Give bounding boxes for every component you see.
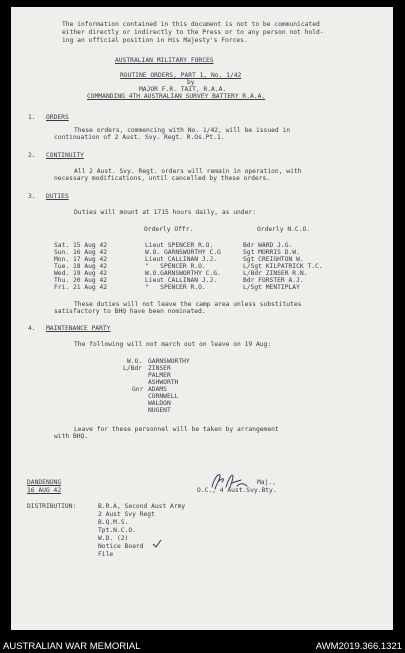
personnel-name: WALDON [148, 400, 171, 407]
column-header-orderly-officer: Orderly Offr. [144, 226, 194, 233]
section-body-line: Leave for these personnel will be taken by arrangement [74, 426, 279, 433]
distribution-item: B.Q.M.S. [98, 519, 129, 526]
section-title-orders: ORDERS [46, 114, 69, 121]
duty-officer: W.O.GARNSWORTHY C.G. [145, 270, 221, 277]
security-notice-line: ing an official position in His Majesty's Forces. [62, 37, 248, 44]
section-body-line: satisfactory to BHQ have been nominated. [54, 308, 206, 315]
section-title-maintenance-party: MAINTENANCE PARTY [46, 325, 111, 332]
duty-nco: L/Sgt KILPATRICK T.C. [243, 263, 323, 270]
personnel-rank: W.O. [127, 358, 143, 365]
distribution-item: File [98, 551, 114, 558]
section-body-line: These duties will not leave the camp area unless substitutes [74, 301, 302, 308]
duty-officer: Lieut CALLINAN J.J. [145, 256, 218, 263]
personnel-name: GARNSWORTHY [148, 358, 190, 365]
section-title-continuity: CONTINUITY [46, 152, 84, 159]
section-body-line: All 2 Aust. Svy. Regt. orders will remain in operation, with [74, 168, 302, 175]
signoff-title: O.C., 4 Aust.Svy.Bty. [197, 487, 277, 494]
orders-title: ROUTINE ORDERS, PART 1, No. 1/42 [120, 72, 242, 79]
column-header-orderly-nco: Orderly N.C.O. [257, 226, 311, 233]
accession-number: AWM2019.366.1321 [315, 641, 402, 652]
officer-line: MAJOR F.R. TAIT, R.A.A. [139, 86, 227, 93]
duty-date: Thu. 20 Aug 42 [54, 277, 108, 284]
duty-date: Fri. 21 Aug 42 [54, 284, 108, 291]
section-body-line: with BHQ. [54, 433, 89, 440]
duty-officer: Lieut SPENCER R.O. [145, 242, 214, 249]
duty-officer: " SPENCER R.O. [145, 284, 206, 291]
personnel-name: NUGENT [148, 407, 171, 414]
archive-caption-bar [0, 641, 405, 653]
duty-nco: Bdr WARD J.G. [243, 242, 293, 249]
personnel-name: ADAMS [148, 386, 167, 393]
date-line: 16 AUG 42 [27, 487, 62, 494]
duty-officer: " SPENCER R.O. [145, 263, 206, 270]
security-notice-line: The information contained in this document is not to be communicated [62, 21, 320, 28]
duty-nco: Bdr FORSTER A.J. [243, 277, 304, 284]
handwritten-tick-mark [152, 539, 162, 548]
distribution-item: W.D. (2) [98, 535, 129, 542]
section-number: 4. [28, 325, 36, 332]
duty-date: Sat. 15 Aug 42 [54, 242, 108, 249]
distribution-item: Tpt.N.C.O. [98, 527, 136, 534]
personnel-name: ZINSER [148, 365, 171, 372]
archive-credit: AUSTRALIAN WAR MEMORIAL [3, 641, 141, 652]
unit-heading: AUSTRALIAN MILITARY FORCES [115, 57, 214, 64]
distribution-item: 2 Aust Svy Regt [98, 511, 155, 518]
signoff-rank: Maj., [257, 479, 276, 486]
duty-nco: Sgt CREIGHTON W. [243, 256, 304, 263]
duties-intro: Duties will mount at 1715 hours daily, as under: [74, 209, 256, 216]
maintenance-intro: The following will not march out on leave on 19 Aug: [74, 341, 272, 348]
document-page [11, 7, 393, 630]
duty-officer: Lieut CALLINAN J.J. [145, 277, 218, 284]
place-line: DANDENONG [27, 479, 62, 486]
distribution-item: Notice Board [98, 543, 144, 550]
command-line: COMMANDING 4TH AUSTRALIAN SURVEY BATTERY R.A.A. [87, 93, 266, 100]
duty-nco: L/Bdr ZINSER R.N. [243, 270, 308, 277]
section-number: 3. [28, 193, 36, 200]
by-line: by [187, 79, 195, 86]
section-body-line: continuation of 2 Aust. Svy. Regt. R.Os.Pt.1. [54, 134, 225, 141]
duty-officer: W.O. GARNSWORTHY C.G [145, 249, 221, 256]
section-title-duties: DUTIES [46, 193, 69, 200]
duty-nco: L/Sgt MENTIPLAY [243, 284, 300, 291]
duty-nco: Sgt MORRIS D.W. [243, 249, 300, 256]
section-body-line: necessary modifications, until cancelled by these orders. [54, 175, 271, 182]
personnel-name: CORNWELL [148, 393, 179, 400]
personnel-rank: Gnr [132, 386, 144, 393]
personnel-rank: L/Bdr [123, 365, 142, 372]
distribution-item: B.R.A, Second Aust Army [98, 503, 186, 510]
distribution-label: DISTRIBUTION: [27, 503, 77, 510]
duty-date: Mon. 17 Aug 42 [54, 256, 108, 263]
personnel-name: ASHWORTH [148, 379, 179, 386]
section-body-line: These orders, commencing with No. 1/42, will be issued in [74, 127, 291, 134]
section-number: 1. [28, 114, 36, 121]
duty-date: Tue. 18 Aug 42 [54, 263, 108, 270]
personnel-name: PALMER [148, 372, 171, 379]
duty-date: Wed. 19 Aug 42 [54, 270, 108, 277]
duty-date: Sun. 16 Aug 42 [54, 249, 108, 256]
security-notice-line: either directly or indirectly to the Press or to any person not hold- [62, 29, 324, 36]
section-number: 2. [28, 152, 36, 159]
